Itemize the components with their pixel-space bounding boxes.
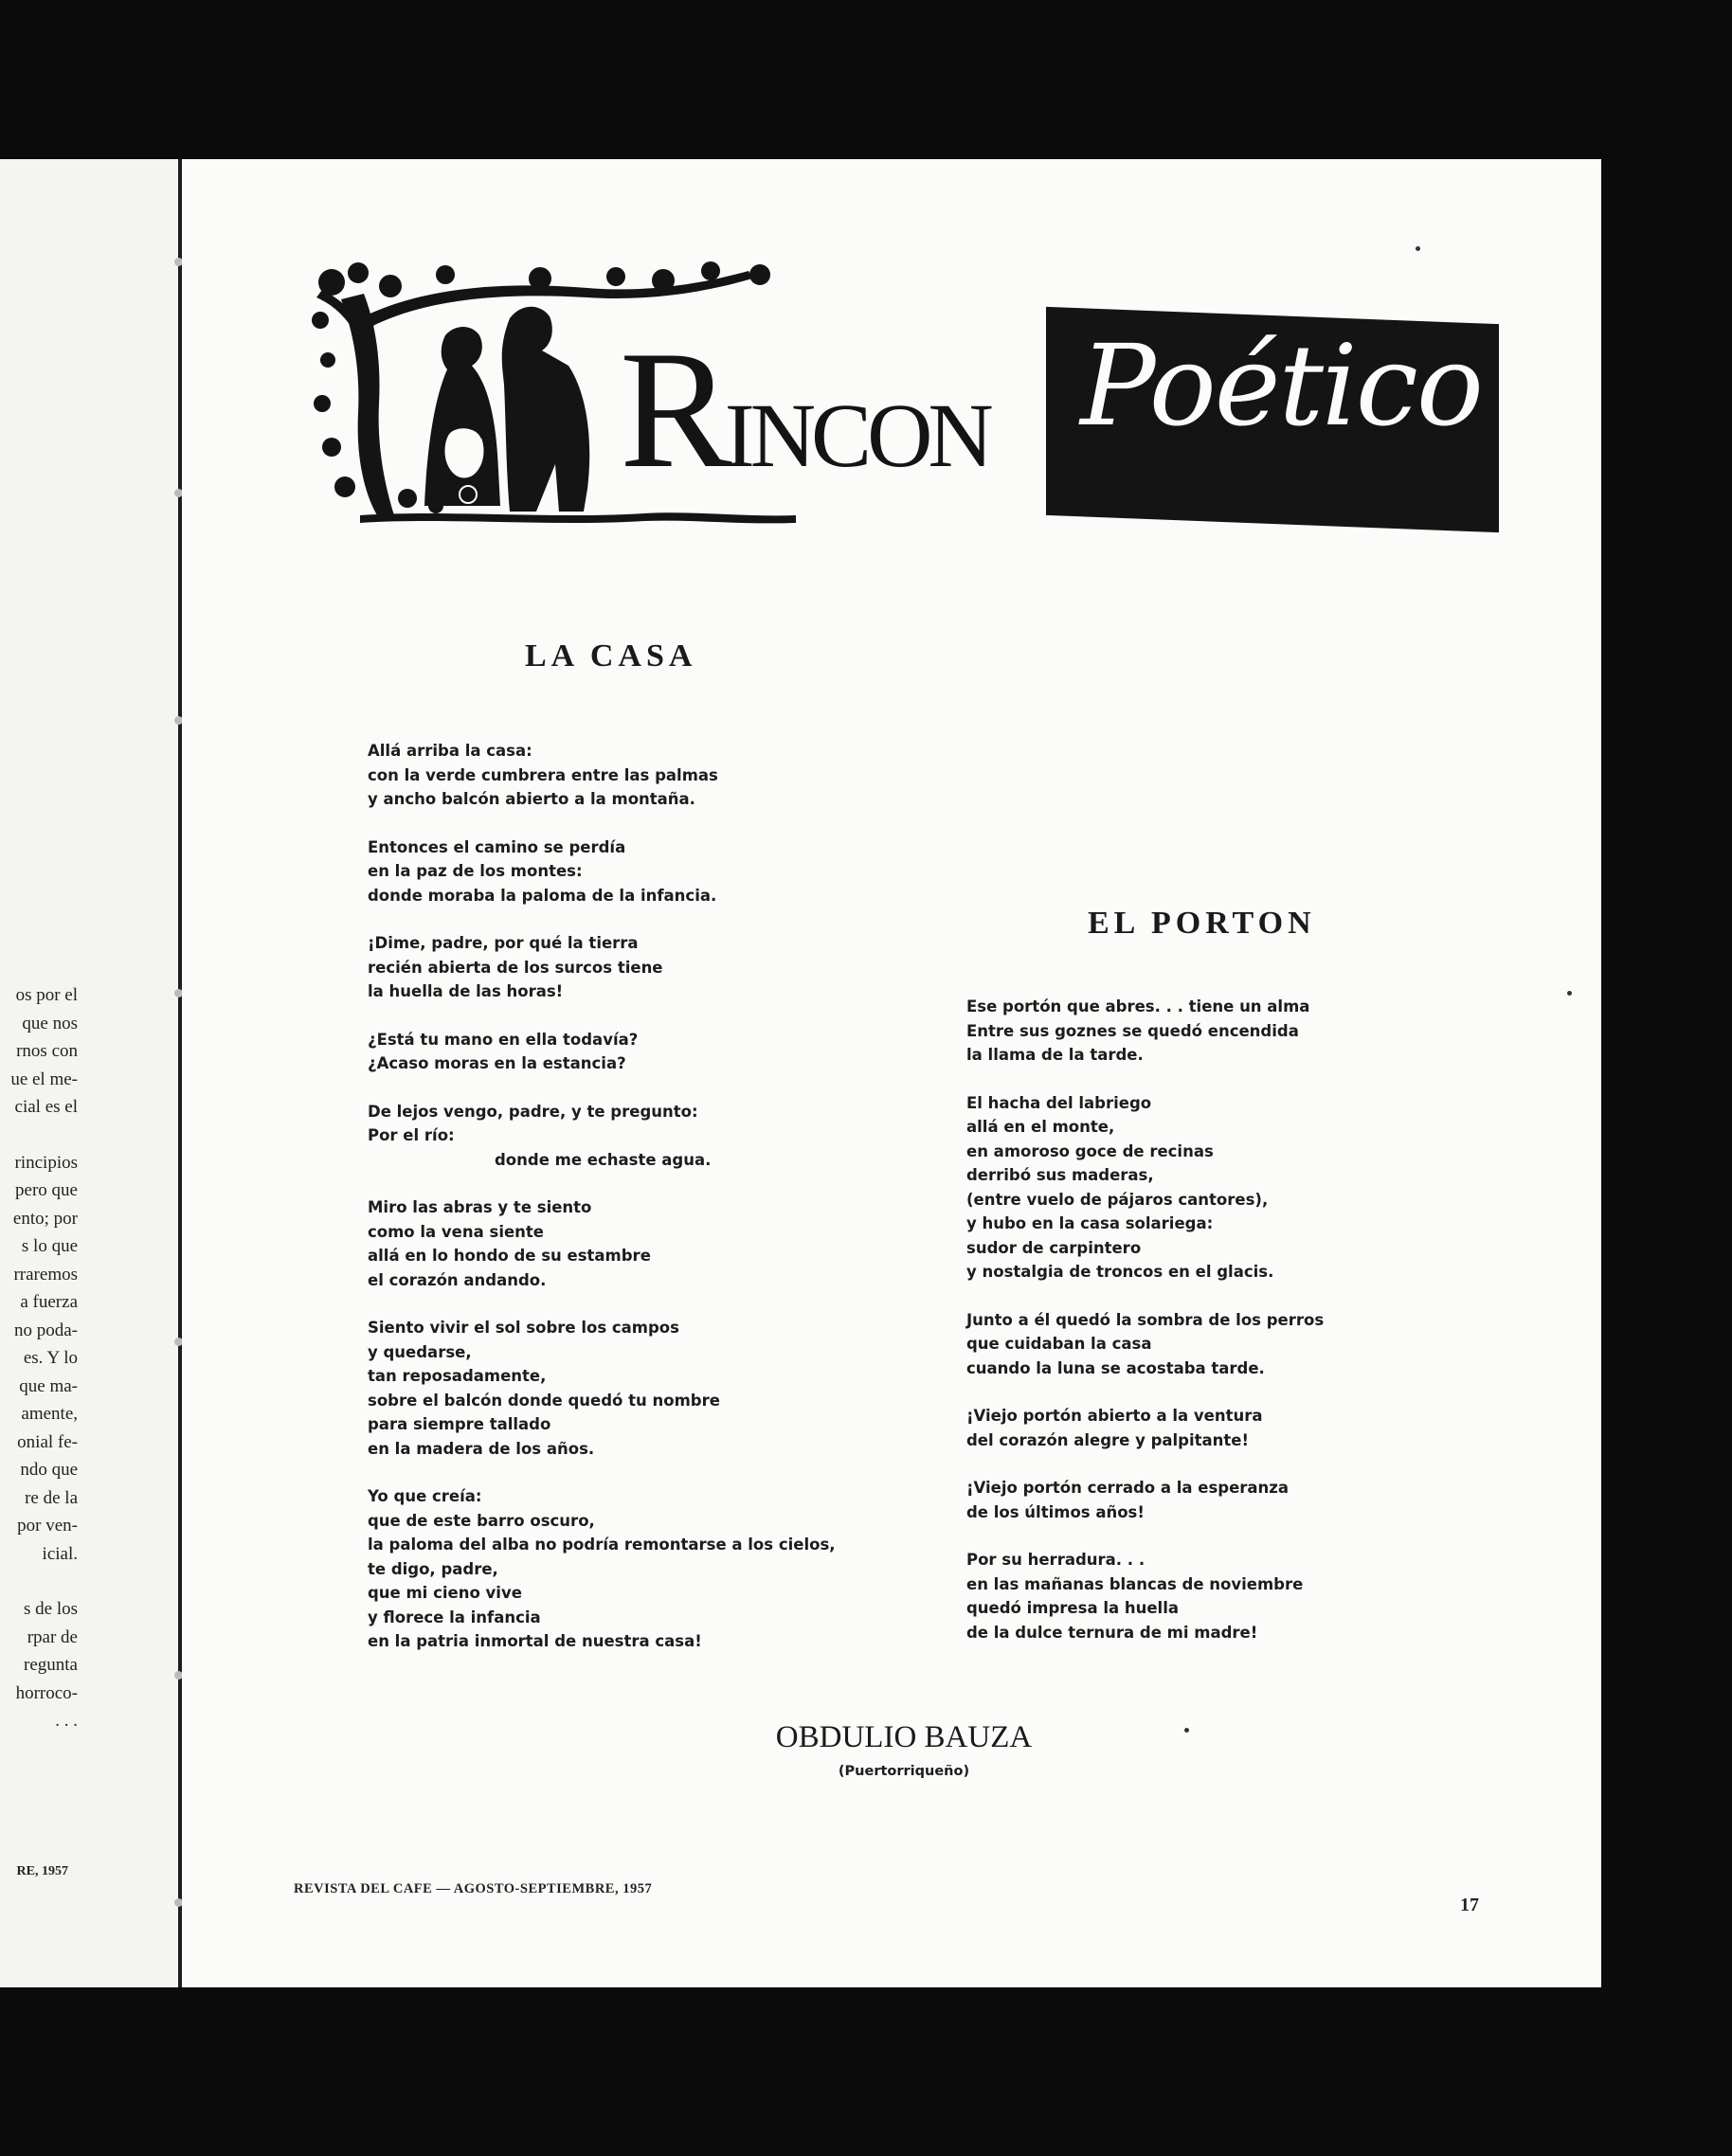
poem-line: Miro las abras y te siento [368,1198,592,1216]
poem-line: que cuidaban la casa [966,1335,1152,1353]
left-line: ndo que [20,1460,78,1480]
left-page-footer: RE, 1957 [16,1864,68,1878]
poem-line: Allá arriba la casa: [368,742,532,760]
poem-line: Entonces el camino se perdía [368,837,626,856]
poem-line: allá en el monte, [966,1118,1115,1136]
left-line: s de los [24,1599,78,1619]
author-nationality: (Puertorriqueño) [838,1764,970,1779]
left-line: icial. [42,1543,78,1564]
right-page [182,159,1601,1987]
poem-line: ¡Viejo portón cerrado a la esperanza [966,1479,1290,1497]
poem-line: Ese portón que abres. . . tiene un alma [966,997,1310,1015]
poem-line: de los últimos años! [966,1502,1145,1521]
left-line: no poda- [13,1320,78,1340]
poem-line: del corazón alegre y palpitante! [966,1430,1250,1449]
poem-line: Por el río: [368,1126,455,1144]
poem-line: la llama de la tarde. [966,1046,1144,1064]
poem-line: y hubo en la casa solariega: [966,1214,1214,1232]
left-line: os por el [15,985,78,1005]
poem-line: en amoroso goce de recinas [966,1141,1214,1160]
left-page-text [10,981,78,1763]
poem-line: en la paz de los montes: [368,862,583,880]
poem-line: que mi cieno vive [368,1584,522,1602]
banner-title-poetico: Poético [1080,320,1482,451]
poem-line: la paloma del alba no podría remontarse a los cielos, [368,1536,836,1554]
left-line: re de la [25,1487,78,1508]
poem-line: en las mañanas blancas de noviembre [966,1574,1304,1593]
left-line: rnos con [16,1041,78,1061]
poem-line: recién abierta de los surcos tiene [368,958,663,977]
poem-line: el corazón andando. [368,1270,547,1289]
poem-el-porton [966,995,1324,1644]
stanza [368,835,836,908]
left-line: rraremos [13,1264,78,1285]
poem-line: y florece la infancia [368,1608,541,1626]
left-line: regunta [24,1655,78,1675]
stanza [368,931,836,1004]
left-line: amente, [21,1404,78,1424]
left-line: s lo que [21,1236,78,1256]
stanza [368,1195,836,1292]
left-line: pero que [15,1180,78,1200]
poem-line: Por su herradura. . . [966,1551,1146,1569]
print-speck [1416,246,1420,251]
left-paragraph [10,1595,78,1735]
poem-line: ¿Acaso moras en la estancia? [368,1054,626,1072]
poem-line: para siempre tallado [368,1415,551,1433]
page-number: 17 [1460,1895,1479,1915]
poem-line: y ancho balcón abierto a la montaña. [368,790,695,808]
poem-line: te digo, padre, [368,1559,498,1578]
print-speck [1184,1728,1189,1733]
left-paragraph [10,981,78,1122]
left-line: rpar de [27,1626,78,1647]
poem-line: donde me echaste agua. [495,1150,712,1169]
left-line: a fuerza [20,1292,78,1312]
banner-title-rincon [620,315,989,503]
left-paragraph [10,1149,78,1569]
stanza [368,1100,836,1173]
left-page [0,159,182,1987]
left-line: es. Y lo [23,1348,78,1368]
left-line: por ven- [17,1516,78,1536]
poem-line: Siento vivir el sol sobre los campos [368,1319,679,1337]
magazine-footer: REVISTA DEL CAFE — AGOSTO-SEPTIEMBRE, 1957 [294,1881,653,1896]
poem-line: como la vena siente [368,1222,544,1241]
stanza [368,1028,836,1076]
poem-line: Entre sus goznes se quedó encendida [966,1021,1299,1040]
stanza [368,739,836,812]
poem-line: allá en lo hondo de su estambre [368,1247,651,1265]
stanza [368,1484,836,1654]
left-line: cial es el [14,1097,78,1117]
author-name: OBDULIO BAUZA [775,1720,1033,1754]
poem-line: en la madera de los años. [368,1439,595,1458]
poem-line: Yo que creía: [368,1487,482,1505]
left-line: onial fe- [17,1431,78,1452]
left-line: rincipios [14,1152,78,1173]
stanza [966,1308,1324,1381]
poem-line: y nostalgia de troncos en el glacis. [966,1263,1274,1281]
poem-line: con la verde cumbrera entre las palmas [368,765,718,784]
left-line: . . . [55,1711,78,1731]
left-line: que nos [22,1013,78,1033]
print-speck [1567,991,1572,996]
rincon-initial: R [620,315,725,503]
poem-line: derribó sus maderas, [966,1166,1154,1184]
stanza [966,1548,1324,1644]
poem-line: en la patria inmortal de nuestra casa! [368,1632,702,1650]
stanza [966,1476,1324,1524]
poem-line: ¡Viejo portón abierto a la ventura [966,1407,1263,1425]
stanza [368,1316,836,1461]
poem-line: (entre vuelo de pájaros cantores), [966,1190,1269,1209]
poem-line: la huella de las horas! [368,982,564,1000]
poem-line: de la dulce ternura de mi madre! [966,1623,1258,1642]
stanza [966,1404,1324,1452]
poem-line: tan reposadamente, [368,1367,547,1385]
poem-line: quedó impresa la huella [966,1599,1179,1617]
poem-line: cuando la luna se acostaba tarde. [966,1358,1265,1377]
poem-line: ¿Está tu mano en ella todavía? [368,1030,639,1049]
stanza [966,995,1324,1068]
left-line: ento; por [12,1208,78,1229]
rincon-rest: INCON [724,385,989,486]
poem-line: sobre el balcón donde quedó tu nombre [368,1391,720,1410]
poem-line: De lejos vengo, padre, y te pregunto: [368,1102,698,1121]
poem-line: sudor de carpintero [966,1238,1142,1257]
left-line: horroco- [15,1682,78,1703]
stanza [966,1091,1324,1285]
left-line: que ma- [19,1375,78,1396]
poem-title-la-casa: LA CASA [525,638,697,674]
poem-line: El hacha del labriego [966,1093,1152,1112]
poem-title-el-porton: EL PORTON [1088,906,1316,941]
poem-line: que de este barro oscuro, [368,1511,595,1530]
poem-line: y quedarse, [368,1342,472,1361]
poem-line: ¡Dime, padre, por qué la tierra [368,934,639,952]
poem-la-casa [368,739,836,1654]
poem-line: donde moraba la paloma de la infancia. [368,886,717,905]
poem-line: Junto a él quedó la sombra de los perros [966,1310,1325,1329]
left-line: ue el me- [10,1069,78,1089]
